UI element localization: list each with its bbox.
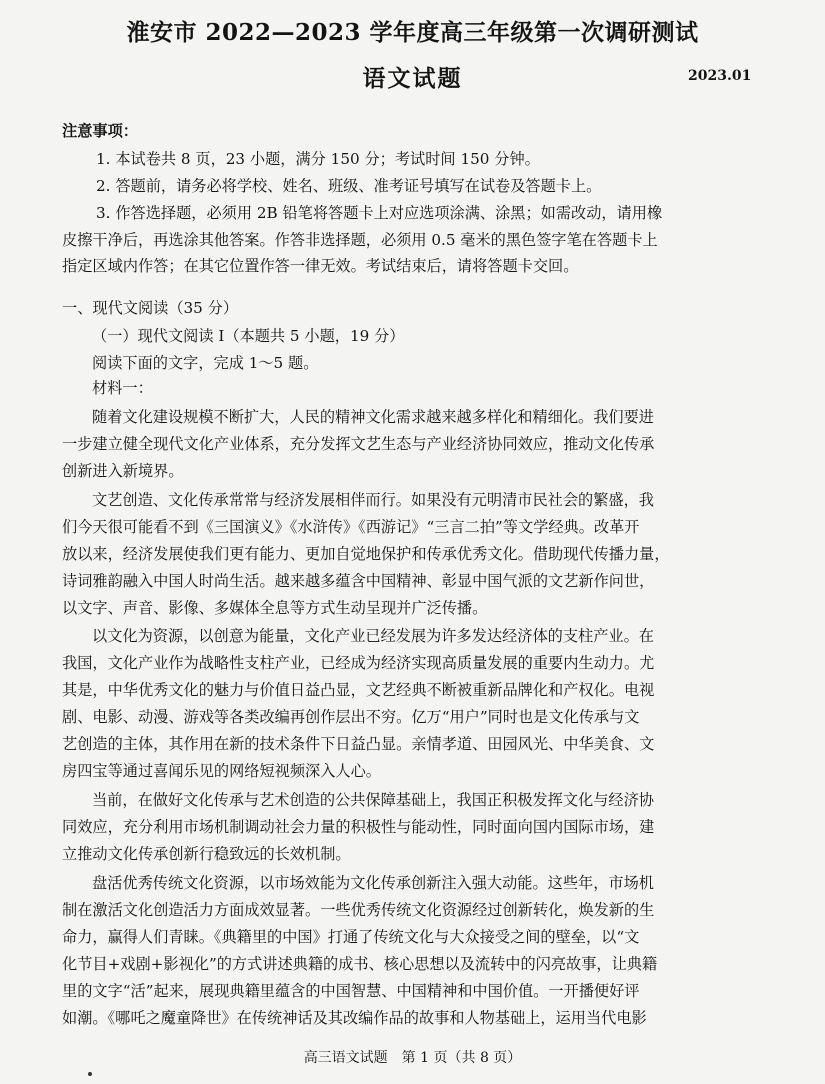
body-line: 里的文字“活”起来，展现典籍里蕴含的中国智慧、中国精神和中国价值。一开播便好评 [62,982,640,1000]
body-line: 制在激活文化创造活力方面成效显著。一些优秀传统文化资源经过创新转化，焕发新的生 [62,901,655,919]
body-line: 立推动文化传承创新行稳致远的长效机制。 [62,845,351,863]
body-line: 命力，赢得人们青睐。《典籍里的中国》打通了传统文化与大众接受之间的壁垒，以“文 [62,928,640,946]
exam-subtitle: 语文试题 [362,65,463,92]
body-line: 创新进入新境界。 [62,462,184,480]
scan-speck [88,1072,92,1076]
body-line: 艺创造的主体，其作用在新的技术条件下日益凸显。亲情孝道、田园风光、中华美食、文 [62,735,655,753]
page-footer: 高三语文试题 第 1 页（共 8 页） [303,1050,522,1066]
body-line: 我国，文化产业作为战略性支柱产业，已经成为经济实现高质量发展的重要内生动力。尤 [62,654,655,672]
body-line: 们今天很可能看不到《三国演义》《水浒传》《西游记》“三言二拍”等文学经典。改革开 [62,518,640,536]
body-line: 文艺创造、文化传承常常与经济发展相伴而行。如果没有元明清市民社会的繁盛，我 [92,491,654,509]
body-line: 放以来，经济发展使我们更有能力、更加自觉地保护和传承优秀文化。借助现代传播力量， [62,545,670,563]
notice-item: 3. 作答选择题，必须用 2B 铅笔将答题卡上对应选项涂满、涂黑；如需改动，请用橡 [96,204,663,222]
body-line: 随着文化建设规模不断扩大，人民的精神文化需求越来越多样化和精细化。我们要进 [92,408,654,426]
section-heading: 一、现代文阅读（35 分） [62,299,239,317]
notice-item: 1. 本试卷共 8 页，23 小题，满分 150 分；考试时间 150 分钟。 [96,150,540,168]
body-line: 盘活优秀传统文化资源，以市场效能为文化传承创新注入强大动能。这些年，市场机 [92,874,654,892]
body-line: 其是，中华优秀文化的魅力与价值日益凸显，文艺经典不断被重新品牌化和产权化。电视 [62,681,655,699]
exam-date: 2023.01 [688,68,752,84]
body-line: 剧、电影、动漫、游戏等各类改编再创作层出不穷。亿万“用户”同时也是文化传承与文 [62,708,640,726]
body-line: 一步建立健全现代文化产业体系，充分发挥文艺生态与产业经济协同效应，推动文化传承 [62,435,655,453]
reading-instruction: 阅读下面的文字，完成 1～5 题。 [92,354,319,372]
subsection-heading: （一）现代文阅读 I（本题共 5 小题，19 分） [92,327,405,345]
body-line: 如潮。《哪吒之魔童降世》在传统神话及其改编作品的故事和人物基础上，运用当代电影 [62,1009,647,1027]
exam-title: 淮安市 2022—2023 学年度高三年级第一次调研测试 [126,19,699,46]
material-label: 材料一： [92,379,153,397]
body-line: 同效应，充分利用市场机制调动社会力量的积极性与能动性，同时面向国内国际市场，建 [62,818,655,836]
notice-item: 2. 答题前，请务必将学校、姓名、班级、准考证号填写在试卷及答题卡上。 [96,177,602,195]
body-line: 以文化为资源，以创意为能量，文化产业已经发展为许多发达经济体的支柱产业。在 [92,627,654,645]
body-line: 当前，在做好文化传承与艺术创造的公共保障基础上，我国正积极发挥文化与经济协 [92,791,654,809]
body-line: 诗词雅韵融入中国人时尚生活。越来越多蕴含中国精神、彰显中国气派的文艺新作问世， [62,572,655,590]
body-line: 以文字、声音、影像、多媒体全息等方式生动呈现并广泛传播。 [62,599,488,617]
body-line: 化节目+戏剧+影视化”的方式讲述典籍的成书、核心思想以及流转中的闪亮故事，让典籍 [62,955,658,973]
notice-item: 皮擦干净后，再选涂其他答案。作答非选择题，必须用 0.5 毫米的黑色签字笔在答题卡上 [62,231,658,249]
body-line: 房四宝等通过喜闻乐见的网络短视频深入人心。 [62,762,381,780]
notice-heading: 注意事项： [62,122,138,140]
notice-item: 指定区域内作答；在其它位置作答一律无效。考试结束后，请将答题卡交回。 [62,257,579,275]
